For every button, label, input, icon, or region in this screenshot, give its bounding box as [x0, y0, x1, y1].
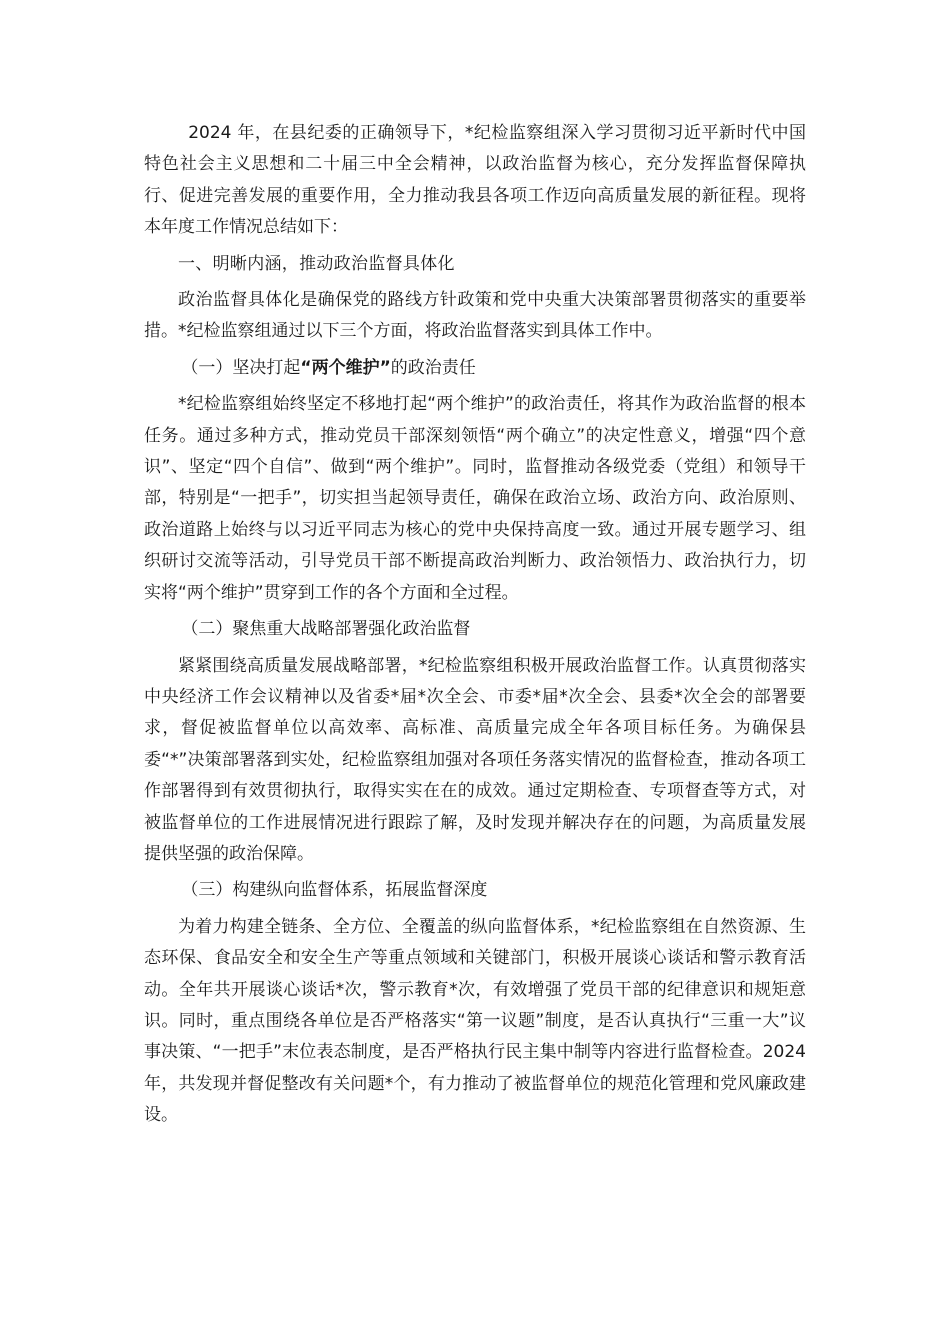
subsection3-paragraph: 为着力构建全链条、全方位、全覆盖的纵向监督体系，*纪检监察组在自然资源、生态环保、食品安全和安全生产等重点领域和关键部门，积极开展谈心谈话和警示教育活动。全年共开展谈心谈话*次，警示教育*次，有效增强了党员干部的纪律意识和规矩意识。同时，重点围绕各单位是否严格落实“第一议题”制度，是否认真执行“三重一大”议事决策、“一把手”末位表态制度，是否严格执行民主集中制等内容进行监督检查。2024 年，共发现并督促整改有关问题*个，有力推动了被监督单位的规范化管理和党风廉政建设。: [144, 916, 806, 1126]
document-body: [144, 118, 806, 1132]
section1-paragraph: 政治监督具体化是确保党的路线方针政策和党中央重大决策部署贯彻落实的重要举措。*纪检监察组通过以下三个方面，将政治监督落实到具体工作中。: [144, 290, 806, 342]
subsection-heading-1: [144, 353, 806, 384]
intro-paragraph: 2024 年，在县纪委的正确领导下，*纪检监察组深入学习贯彻习近平新时代中国特色社会主义思想和二十届三中全会精神，以政治监督为核心，充分发挥监督保障执行、促进完善发展的重要作用，全力推动我县各项工作迈向高质量发展的新征程。现将本年度工作情况总结如下：: [144, 123, 806, 238]
subsection-heading-1-quote: “两个维护”: [300, 357, 391, 378]
subsection1-paragraph: *纪检监察组始终坚定不移地打起“两个维护”的政治责任，将其作为政治监督的根本任务。通过多种方式，推动党员干部深刻领悟“两个确立”的决定性意义，增强“四个意识”、坚定“四个自信”、做到“两个维护”。同时，监督推动各级党委（党组）和领导干部，特别是“一把手”，切实担当起领导责任，确保在政治立场、政治方向、政治原则、政治道路上始终与以习近平同志为核心的党中央保持高度一致。通过开展专题学习、组织研讨交流等活动，引导党员干部不断提高政治判断力、政治领悟力、政治执行力，切实将“两个维护”贯穿到工作的各个方面和全过程。: [144, 394, 806, 603]
subsection-heading-1-suffix: 的政治责任: [390, 357, 476, 378]
subsection-heading-1-prefix: （一）坚决打起: [181, 357, 301, 378]
section-heading-1: 一、明晰内涵，推动政治监督具体化: [178, 253, 455, 274]
subsection-heading-3: （三）构建纵向监督体系，拓展监督深度: [181, 880, 488, 901]
subsection2-paragraph: 紧紧围绕高质量发展战略部署，*纪检监察组积极开展政治监督工作。认真贯彻落实中央经济工作会议精神以及省委*届*次全会、市委*届*次全会、县委*次全会的部署要求，督促被监督单位以高效率、高标准、高质量完成全年各项目标任务。为确保县委“*”决策部署落到实处，纪检监察组加强对各项任务落实情况的监督检查，推动各项工作部署得到有效贯彻执行，取得实实在在的成效。通过定期检查、专项督查等方式，对被监督单位的工作进展情况进行跟踪了解，及时发现并解决存在的问题，为高质量发展提供坚强的政治保障。: [144, 655, 806, 864]
subsection-heading-2: （二）聚焦重大战略部署强化政治监督: [181, 619, 471, 640]
